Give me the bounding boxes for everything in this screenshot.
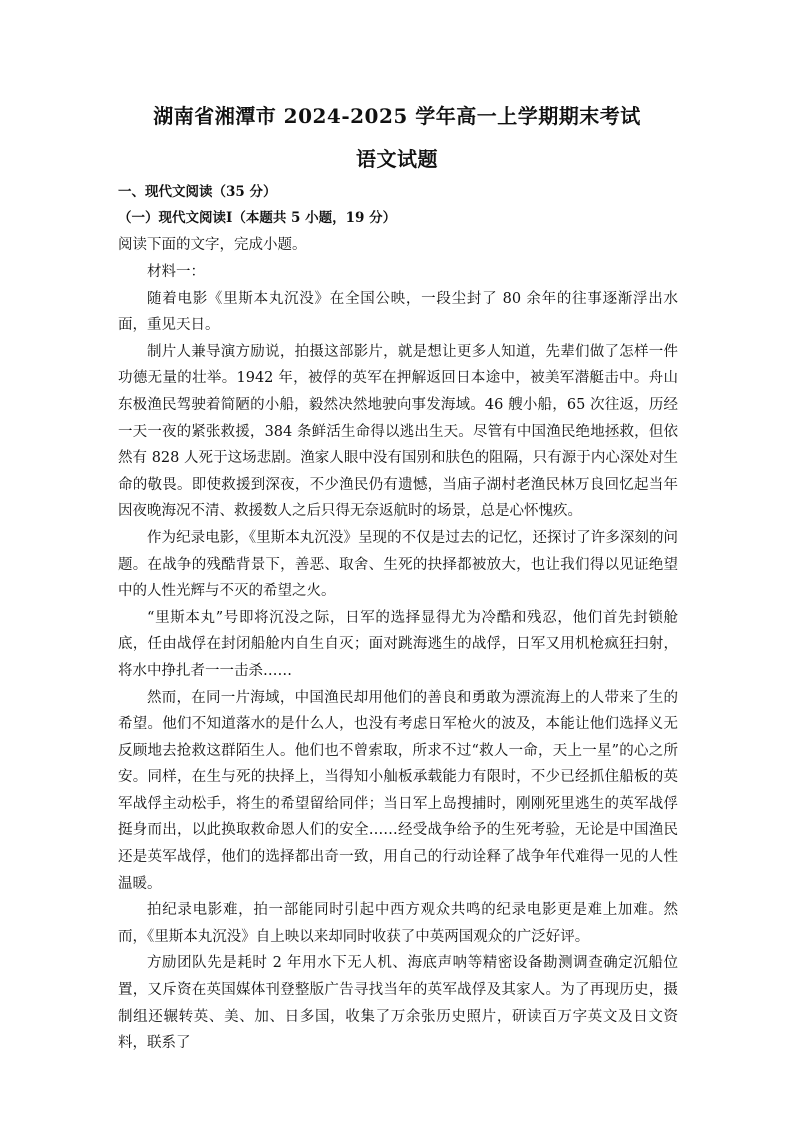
paragraph-1: 随着电影《里斯本丸沉没》在全国公映，一段尘封了 80 余年的往事逐渐浮出水面，重见天日。 bbox=[118, 290, 678, 334]
paragraph-6: 拍纪录电影难，拍一部能同时引起中西方观众共鸣的纪录电影更是难上加难。然而，《里斯本丸沉没》自上映以来却同时收获了中英两国观众的广泛好评。 bbox=[118, 902, 678, 945]
paragraph-4: “里斯本丸”号即将沉没之际，日军的选择显得尤为冷酷和残忍，他们首先封锁舱底，任由战俘在封闭船舱内自生自灭；面对跳海逃生的战俘，日军又用机枪疯狂扫射，将水中挣扎者一一击杀…… bbox=[118, 609, 678, 679]
paragraph-3: 作为纪录电影，《里斯本丸沉没》呈现的不仅是过去的记忆，还探讨了许多深刻的问题。在战争的残酷背景下，善恶、取舍、生死的抉择都被放大，也让我们得以见证绝望中的人性光辉与不灭的希望之火。 bbox=[118, 529, 678, 600]
paragraph-7: 方励团队先是耗时 2 年用水下无人机、海底声呐等精密设备勘测调查确定沉船位置，又斥资在英国媒体刊登整版广告寻找当年的英军战俘及其家人。为了再现历史，摄制组还辗转英、美、加、日多国，收集了万余张历史照片，研读百万字英文及日文资料，联系了 bbox=[118, 955, 678, 1052]
exam-title: 湖南省湘潭市 2024-2025 学年高一上学期期末考试 bbox=[153, 104, 641, 128]
paragraph-5: 然而，在同一片海域，中国渔民却用他们的善良和勇敢为漂流海上的人带来了生的希望。他们不知道落水的是什么人，也没有考虑日军枪火的波及，本能让他们选择义无反顾地去抢救这群陌生人。他们也不曾索取，所求不过“救人一命，天上一星”的心之所安。同样，在生与死的抉择上，当得知小舢板承载能力有限时，不少已经抓住船板的英军战俘主动松手，将生的希望留给同伴；当日军上岛搜捕时，刚刚死里逃生的英军战俘挺身而出，以此换取救命恩人们的安全……经受战争给予的生死考验，无论是中国渔民还是英军战俘，他们的选择都出奇一致，用自己的行动诠释了战争年代难得一见的人性温暖。 bbox=[118, 689, 678, 892]
reading-instruction: 阅读下面的文字，完成小题。 bbox=[118, 237, 307, 253]
material-body bbox=[118, 259, 678, 1057]
section-heading: 一、现代文阅读（35 分） bbox=[118, 184, 277, 200]
paragraph-2: 制片人兼导演方励说，拍摄这部影片，就是想让更多人知道，先辈们做了怎样一件功德无量的壮举。1942 年，被俘的英军在押解返回日本途中，被美军潜艇击中。舟山东极渔民驾驶着简陋的小船，毅然决然地驶向事发海域。46 艘小船，65 次往返，历经一天一夜的紧张救援，384 条鲜活生命得以逃出生天。尽管有中国渔民绝地拯救，但依然有 828 人死于这场悲剧。渔家人眼中没有国别和肤色的阻隔，只有源于内心深处对生命的敬畏。即使救援到深夜，不少渔民仍有遗憾，当庙子湖村老渔民林万良回忆起当年因夜晚海况不清、救援数人之后只得无奈返航时的场景，总是心怀愧疚。 bbox=[118, 343, 678, 520]
material-label: 材料一： bbox=[147, 264, 205, 280]
subsection-heading: （一）现代文阅读Ⅰ（本题共 5 小题，19 分） bbox=[118, 210, 397, 226]
exam-subject-title: 语文试题 bbox=[356, 147, 438, 171]
